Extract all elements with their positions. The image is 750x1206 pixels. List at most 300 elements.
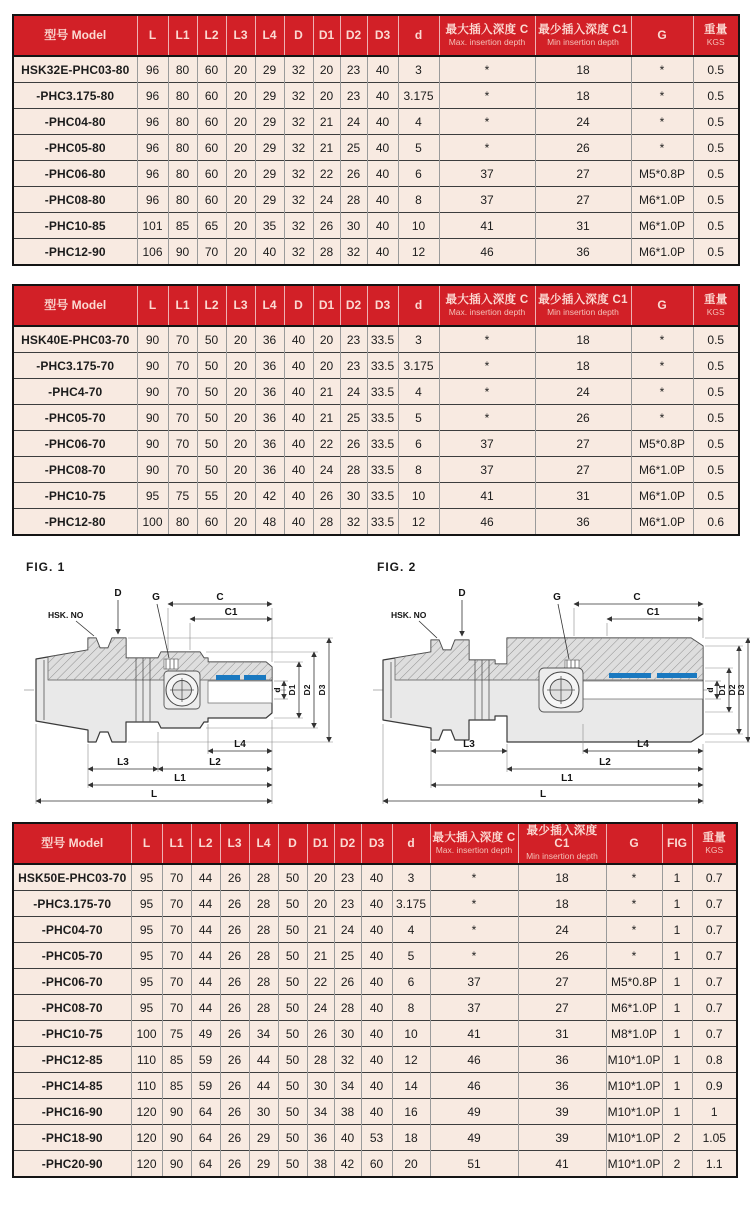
value-cell: 80 (168, 135, 197, 161)
figures-row (12, 554, 746, 814)
table-row (13, 161, 739, 187)
value-cell: 18 (535, 353, 631, 379)
value-cell: 36 (535, 239, 631, 266)
value-cell: 4 (398, 109, 439, 135)
value-cell: 26 (535, 405, 631, 431)
value-cell: 96 (137, 56, 168, 83)
value-cell: 26 (307, 1021, 334, 1047)
model-cell: -PHC08-80 (13, 187, 137, 213)
value-cell: M10*1.0P (606, 1125, 662, 1151)
value-cell: 35 (255, 213, 284, 239)
value-cell: 50 (278, 1151, 307, 1178)
value-cell: 80 (168, 109, 197, 135)
value-cell: 50 (197, 353, 226, 379)
value-cell: 44 (191, 864, 220, 891)
value-cell: 18 (518, 864, 606, 891)
hsk-no-label: HSK. NO (391, 610, 427, 620)
col-header-l2: L2 (197, 285, 226, 326)
dim-label-l2: L2 (209, 757, 221, 768)
value-cell: 50 (278, 917, 307, 943)
value-cell: 95 (131, 995, 162, 1021)
value-cell: 40 (361, 1021, 392, 1047)
value-cell: 30 (249, 1099, 278, 1125)
dim-label-d-flange: D (458, 588, 466, 599)
collet-slot-blue (609, 673, 651, 678)
value-cell: 55 (197, 483, 226, 509)
value-cell: 0.7 (692, 995, 737, 1021)
value-cell: 20 (226, 379, 255, 405)
value-cell: 33.5 (367, 431, 398, 457)
value-cell: 90 (162, 1099, 191, 1125)
value-cell: 21 (313, 405, 340, 431)
value-cell: 6 (398, 161, 439, 187)
value-cell: 0.7 (692, 1021, 737, 1047)
dim-label-c: C (216, 592, 224, 603)
value-cell: 44 (249, 1073, 278, 1099)
value-cell: 18 (535, 56, 631, 83)
value-cell: 30 (340, 483, 367, 509)
value-cell: 1.1 (692, 1151, 737, 1178)
value-cell: 95 (131, 943, 162, 969)
value-cell: 24 (535, 379, 631, 405)
spec-table-hsk32e (12, 14, 740, 266)
value-cell: 20 (226, 509, 255, 536)
value-cell: 32 (284, 109, 313, 135)
model-cell: -PHC20-90 (13, 1151, 131, 1178)
model-cell: -PHC3.175-80 (13, 83, 137, 109)
value-cell: 70 (168, 379, 197, 405)
value-cell: 0.7 (692, 891, 737, 917)
value-cell: 22 (313, 431, 340, 457)
value-cell: 32 (340, 509, 367, 536)
value-cell: 28 (249, 891, 278, 917)
value-cell: * (606, 917, 662, 943)
model-cell: -PHC05-80 (13, 135, 137, 161)
value-cell: 44 (191, 969, 220, 995)
value-cell: 29 (255, 187, 284, 213)
value-cell: 90 (137, 431, 168, 457)
spec-table-hsk50e (12, 822, 738, 1178)
table-row (13, 891, 737, 917)
model-cell: HSK50E-PHC03-70 (13, 864, 131, 891)
value-cell: 80 (168, 56, 197, 83)
value-cell: 36 (255, 353, 284, 379)
value-cell: 28 (313, 509, 340, 536)
value-cell: 44 (191, 891, 220, 917)
value-cell: 95 (131, 917, 162, 943)
model-cell: -PHC05-70 (13, 943, 131, 969)
value-cell: 18 (518, 891, 606, 917)
value-cell: 20 (226, 353, 255, 379)
value-cell: 40 (367, 109, 398, 135)
value-cell: 0.5 (693, 56, 739, 83)
value-cell: 1 (662, 1073, 692, 1099)
value-cell: 30 (340, 213, 367, 239)
value-cell: 32 (334, 1047, 361, 1073)
value-cell: 24 (340, 379, 367, 405)
value-cell: 20 (313, 353, 340, 379)
value-cell: 28 (249, 943, 278, 969)
value-cell: 36 (255, 431, 284, 457)
value-cell: 0.5 (693, 187, 739, 213)
value-cell: M6*1.0P (631, 483, 693, 509)
value-cell: 29 (255, 109, 284, 135)
value-cell: 80 (168, 161, 197, 187)
value-cell: 10 (398, 483, 439, 509)
value-cell: 2 (662, 1125, 692, 1151)
value-cell: * (631, 135, 693, 161)
col-header-d1: D1 (313, 15, 340, 56)
table-row (13, 326, 739, 353)
value-cell: 0.5 (693, 109, 739, 135)
value-cell: 10 (398, 213, 439, 239)
value-cell: 44 (191, 995, 220, 1021)
value-cell: 40 (284, 509, 313, 536)
value-cell: 50 (197, 326, 226, 353)
value-cell: 40 (284, 379, 313, 405)
value-cell: 20 (226, 431, 255, 457)
value-cell: 20 (226, 83, 255, 109)
model-cell: -PHC04-70 (13, 917, 131, 943)
value-cell: * (430, 943, 518, 969)
value-cell: 120 (131, 1099, 162, 1125)
collet-bore (583, 681, 703, 699)
value-cell: 18 (535, 326, 631, 353)
value-cell: * (631, 379, 693, 405)
value-cell: 30 (307, 1073, 334, 1099)
value-cell: 75 (168, 483, 197, 509)
value-cell: 36 (255, 379, 284, 405)
value-cell: 40 (361, 995, 392, 1021)
value-cell: 40 (367, 239, 398, 266)
table-row (13, 943, 737, 969)
value-cell: 21 (313, 109, 340, 135)
value-cell: * (631, 109, 693, 135)
value-cell: * (439, 405, 535, 431)
value-cell: 40 (284, 457, 313, 483)
value-cell: 32 (340, 239, 367, 266)
value-cell: 85 (168, 213, 197, 239)
spec-block-hsk40e (12, 284, 738, 536)
value-cell: 70 (168, 326, 197, 353)
value-cell: 101 (137, 213, 168, 239)
table-row (13, 239, 739, 266)
value-cell: * (439, 135, 535, 161)
value-cell: 27 (535, 187, 631, 213)
value-cell: 90 (137, 457, 168, 483)
dim-label-l4: L4 (637, 739, 649, 750)
value-cell: 1 (662, 995, 692, 1021)
value-cell: * (430, 917, 518, 943)
value-cell: 14 (392, 1073, 430, 1099)
dim-label-d-flange: D (114, 588, 122, 599)
value-cell: 0.9 (692, 1073, 737, 1099)
value-cell: 33.5 (367, 353, 398, 379)
value-cell: 90 (162, 1125, 191, 1151)
value-cell: 1.05 (692, 1125, 737, 1151)
table-row (13, 995, 737, 1021)
col-header-l1: L1 (162, 823, 191, 864)
value-cell: 26 (220, 943, 249, 969)
col-header-d3: D3 (367, 285, 398, 326)
value-cell: * (439, 56, 535, 83)
value-cell: 20 (226, 213, 255, 239)
value-cell: 27 (535, 457, 631, 483)
model-cell: -PHC05-70 (13, 405, 137, 431)
value-cell: 59 (191, 1047, 220, 1073)
value-cell: 50 (278, 864, 307, 891)
value-cell: 24 (535, 109, 631, 135)
value-cell: 37 (439, 431, 535, 457)
value-cell: M6*1.0P (631, 509, 693, 536)
value-cell: 26 (313, 483, 340, 509)
col-header-l1: L1 (168, 15, 197, 56)
value-cell: 60 (197, 135, 226, 161)
value-cell: 90 (137, 326, 168, 353)
collet-slot-blue (216, 675, 240, 680)
value-cell: 51 (430, 1151, 518, 1178)
value-cell: M6*1.0P (631, 457, 693, 483)
value-cell: 26 (334, 969, 361, 995)
model-cell: -PHC18-90 (13, 1125, 131, 1151)
dim-label-c1: C1 (646, 607, 660, 618)
value-cell: 70 (162, 969, 191, 995)
value-cell: 59 (191, 1073, 220, 1099)
value-cell: 20 (313, 83, 340, 109)
value-cell: 1 (662, 969, 692, 995)
model-cell: -PHC12-85 (13, 1047, 131, 1073)
value-cell: 34 (307, 1099, 334, 1125)
value-cell: 20 (226, 135, 255, 161)
value-cell: 0.7 (692, 943, 737, 969)
value-cell: 6 (392, 969, 430, 995)
table-row (13, 353, 739, 379)
value-cell: 20 (226, 405, 255, 431)
value-cell: 37 (430, 969, 518, 995)
value-cell: 20 (392, 1151, 430, 1178)
table-row (13, 379, 739, 405)
col-header-max-insertion: 最大插入深度 C Max. insertion depth (430, 823, 518, 864)
value-cell: 23 (340, 56, 367, 83)
value-cell: 0.5 (693, 353, 739, 379)
col-header-g: G (631, 15, 693, 56)
value-cell: 3 (398, 326, 439, 353)
value-cell: 110 (131, 1047, 162, 1073)
model-cell: -PHC10-75 (13, 483, 137, 509)
value-cell: 5 (398, 135, 439, 161)
value-cell: 90 (162, 1151, 191, 1178)
value-cell: 50 (197, 405, 226, 431)
col-header-d: D (284, 285, 313, 326)
value-cell: 70 (168, 405, 197, 431)
dim-label-d-small: d (272, 687, 282, 693)
dim-label-d3: D3 (317, 684, 327, 696)
value-cell: M10*1.0P (606, 1047, 662, 1073)
value-cell: 5 (392, 943, 430, 969)
value-cell: 0.5 (693, 379, 739, 405)
table-row (13, 109, 739, 135)
spec-block-hsk32e (12, 14, 738, 266)
value-cell: 28 (313, 239, 340, 266)
value-cell: 0.5 (693, 213, 739, 239)
value-cell: * (439, 326, 535, 353)
model-cell: -PHC06-70 (13, 969, 131, 995)
value-cell: 40 (361, 969, 392, 995)
value-cell: 90 (137, 405, 168, 431)
dim-label-d1: D1 (717, 684, 727, 696)
value-cell: 40 (361, 1073, 392, 1099)
value-cell: 50 (278, 891, 307, 917)
value-cell: 26 (535, 135, 631, 161)
value-cell: 40 (361, 1047, 392, 1073)
value-cell: 50 (278, 1047, 307, 1073)
col-header-l3: L3 (220, 823, 249, 864)
value-cell: 28 (307, 1047, 334, 1073)
model-cell: -PHC06-80 (13, 161, 137, 187)
table-row (13, 509, 739, 536)
dim-label-g: G (152, 592, 160, 603)
dim-label-d-small: d (705, 687, 715, 693)
value-cell: 20 (226, 326, 255, 353)
dim-label-d2: D2 (302, 684, 312, 696)
value-cell: 85 (162, 1047, 191, 1073)
value-cell: 1 (662, 917, 692, 943)
figure-2 (369, 558, 750, 812)
value-cell: 24 (334, 917, 361, 943)
table-row (13, 457, 739, 483)
value-cell: 60 (361, 1151, 392, 1178)
value-cell: 8 (398, 457, 439, 483)
value-cell: 50 (278, 1125, 307, 1151)
value-cell: * (606, 864, 662, 891)
col-header-g: G (606, 823, 662, 864)
value-cell: 3.175 (392, 891, 430, 917)
model-cell: -PHC4-70 (13, 379, 137, 405)
value-cell: 27 (518, 995, 606, 1021)
value-cell: 37 (439, 457, 535, 483)
col-header-d1: D1 (307, 823, 334, 864)
value-cell: 26 (220, 1099, 249, 1125)
value-cell: 70 (168, 431, 197, 457)
value-cell: 70 (162, 864, 191, 891)
value-cell: 39 (518, 1099, 606, 1125)
col-header-l: L (137, 285, 168, 326)
value-cell: 22 (307, 969, 334, 995)
value-cell: * (631, 83, 693, 109)
table-row (13, 1073, 737, 1099)
value-cell: M10*1.0P (606, 1073, 662, 1099)
model-cell: -PHC10-75 (13, 1021, 131, 1047)
value-cell: 2 (662, 1151, 692, 1178)
value-cell: 33.5 (367, 326, 398, 353)
value-cell: 70 (162, 891, 191, 917)
model-cell: -PHC14-85 (13, 1073, 131, 1099)
figure-1-title: FIG. 1 (26, 560, 66, 574)
value-cell: 42 (334, 1151, 361, 1178)
dim-label-l3: L3 (117, 757, 129, 768)
value-cell: 40 (361, 943, 392, 969)
value-cell: 1 (692, 1099, 737, 1125)
value-cell: 40 (284, 405, 313, 431)
dim-label-l: L (150, 789, 158, 800)
col-header-d: D (278, 823, 307, 864)
value-cell: 0.5 (693, 431, 739, 457)
value-cell: 38 (334, 1099, 361, 1125)
col-header-d2: D2 (340, 15, 367, 56)
col-header-l4: L4 (255, 15, 284, 56)
value-cell: 70 (162, 995, 191, 1021)
value-cell: 24 (313, 457, 340, 483)
value-cell: 50 (197, 379, 226, 405)
value-cell: 70 (168, 353, 197, 379)
value-cell: * (631, 326, 693, 353)
value-cell: 60 (197, 109, 226, 135)
value-cell: 40 (367, 56, 398, 83)
value-cell: 110 (131, 1073, 162, 1099)
value-cell: 32 (284, 56, 313, 83)
value-cell: 50 (278, 1099, 307, 1125)
table-row (13, 1151, 737, 1178)
value-cell: 96 (137, 187, 168, 213)
value-cell: * (430, 891, 518, 917)
value-cell: 24 (518, 917, 606, 943)
value-cell: 95 (131, 891, 162, 917)
value-cell: 36 (307, 1125, 334, 1151)
dim-label-l2: L2 (599, 757, 611, 768)
value-cell: 0.7 (692, 917, 737, 943)
value-cell: M6*1.0P (631, 187, 693, 213)
value-cell: 49 (430, 1125, 518, 1151)
value-cell: 8 (392, 995, 430, 1021)
model-cell: -PHC3.175-70 (13, 353, 137, 379)
dim-label-l4: L4 (234, 739, 246, 750)
value-cell: 28 (340, 457, 367, 483)
value-cell: 96 (137, 109, 168, 135)
model-cell: -PHC12-80 (13, 509, 137, 536)
collet-slot-blue (244, 675, 266, 680)
value-cell: 0.5 (693, 161, 739, 187)
value-cell: 32 (284, 239, 313, 266)
value-cell: 20 (226, 483, 255, 509)
value-cell: 0.5 (693, 405, 739, 431)
value-cell: 32 (284, 187, 313, 213)
value-cell: 50 (278, 1021, 307, 1047)
value-cell: 28 (249, 864, 278, 891)
dim-label-l1: L1 (174, 773, 186, 784)
value-cell: 53 (361, 1125, 392, 1151)
spec-table-hsk40e (12, 284, 740, 536)
value-cell: 28 (249, 995, 278, 1021)
col-header-g: G (631, 285, 693, 326)
table-row (13, 1099, 737, 1125)
value-cell: 5 (398, 405, 439, 431)
value-cell: 40 (361, 1099, 392, 1125)
model-cell: HSK40E-PHC03-70 (13, 326, 137, 353)
value-cell: 26 (220, 1021, 249, 1047)
col-header-l: L (137, 15, 168, 56)
col-header-l4: L4 (249, 823, 278, 864)
value-cell: 3 (398, 56, 439, 83)
value-cell: 42 (255, 483, 284, 509)
value-cell: 29 (255, 161, 284, 187)
col-header-weight: 重量 KGS (693, 15, 739, 56)
value-cell: 46 (430, 1047, 518, 1073)
value-cell: 75 (162, 1021, 191, 1047)
value-cell: 80 (168, 509, 197, 536)
table-row (13, 483, 739, 509)
value-cell: 40 (367, 135, 398, 161)
col-header-d2: D2 (340, 285, 367, 326)
